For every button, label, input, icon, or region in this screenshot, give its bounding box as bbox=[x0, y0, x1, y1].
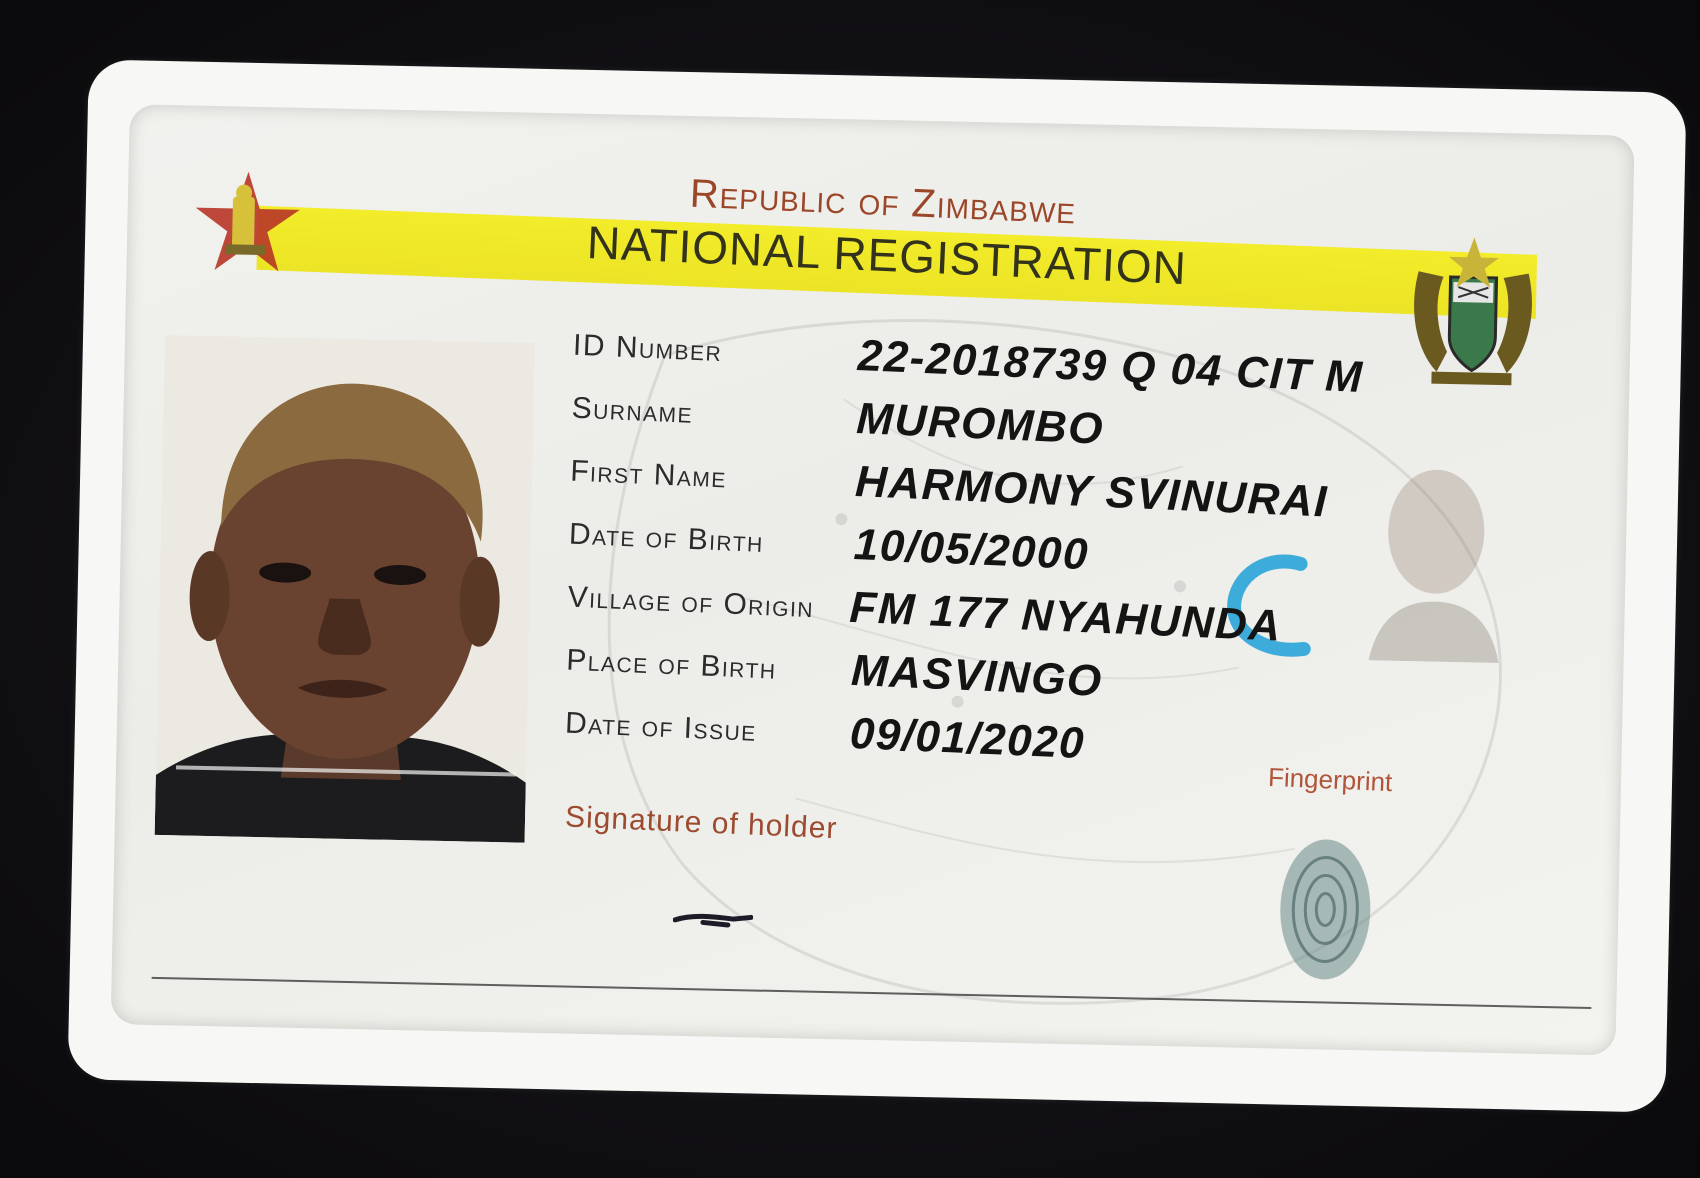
signature-mark bbox=[673, 908, 753, 934]
value-village-of-origin: FM 177 NYAHUNDA bbox=[848, 582, 1283, 651]
fingerprint-image bbox=[1264, 818, 1388, 990]
label-village-of-origin: Village of Origin bbox=[567, 580, 815, 625]
value-first-name: HARMONY SVINURAI bbox=[854, 457, 1329, 527]
fingerprint-label: Fingerprint bbox=[1267, 761, 1393, 798]
value-date-of-birth: 10/05/2000 bbox=[852, 519, 1090, 580]
value-date-of-issue: 09/01/2020 bbox=[848, 708, 1087, 769]
header-country: Republic of Zimbabwe bbox=[689, 171, 1078, 233]
holder-photo bbox=[155, 335, 535, 843]
label-id-number: ID Number bbox=[572, 328, 723, 369]
value-id-number: 22-2018739 Q 04 CIT M bbox=[856, 331, 1365, 403]
id-card-lamination bbox=[67, 59, 1686, 1112]
value-surname: MUROMBO bbox=[855, 394, 1105, 454]
zimbabwe-bird-icon bbox=[186, 165, 308, 287]
national-id-card bbox=[111, 104, 1635, 1055]
header-title: NATIONAL REGISTRATION bbox=[585, 216, 1188, 295]
label-date-of-birth: Date of Birth bbox=[568, 517, 765, 560]
label-first-name: First Name bbox=[569, 454, 728, 495]
label-surname: Surname bbox=[571, 391, 694, 430]
label-date-of-issue: Date of Issue bbox=[564, 706, 758, 748]
label-place-of-birth: Place of Birth bbox=[565, 643, 778, 686]
signature-label: Signature of holder bbox=[564, 800, 839, 846]
value-place-of-birth: MASVINGO bbox=[850, 645, 1104, 706]
